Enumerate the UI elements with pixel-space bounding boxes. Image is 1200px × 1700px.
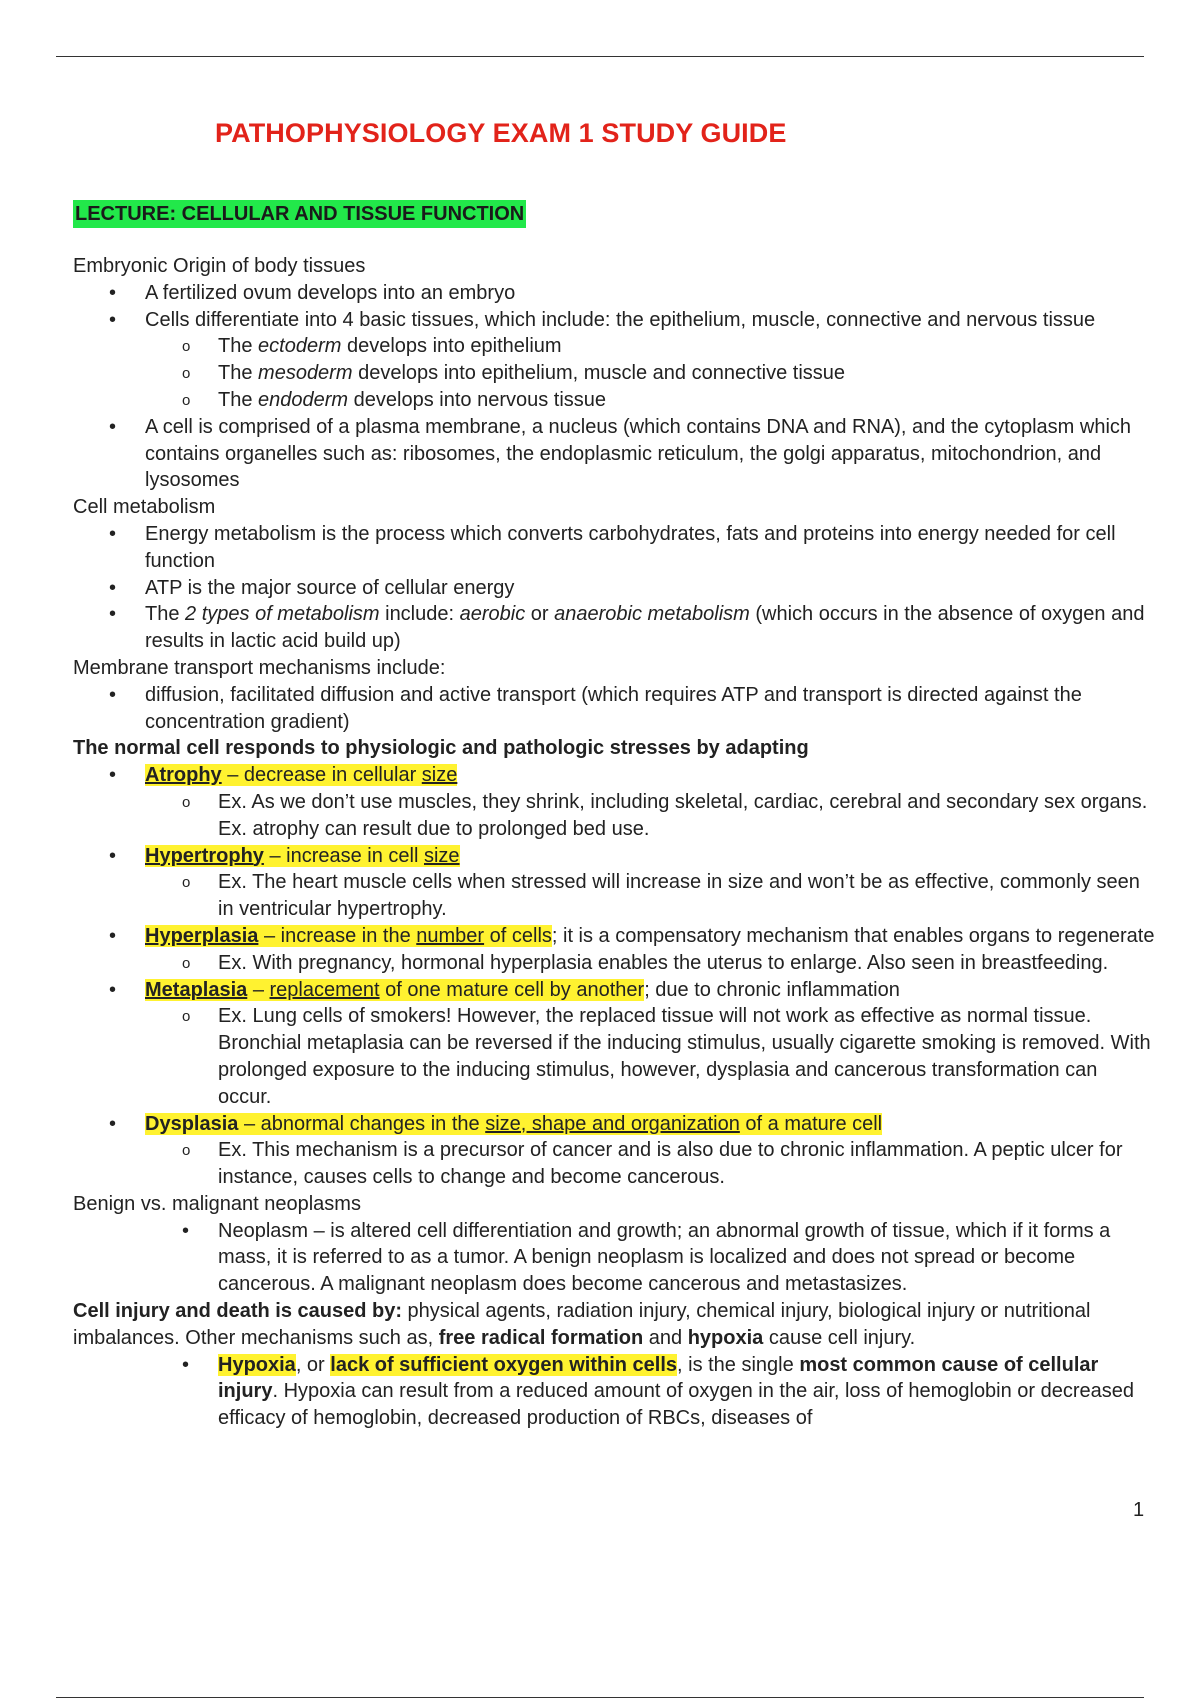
circle-bullet-icon: o bbox=[182, 793, 191, 811]
list-item-atrophy: • Atrophy – decrease in cellular size bbox=[73, 762, 1155, 789]
term-ectoderm: ectoderm bbox=[258, 335, 342, 358]
bullet-icon: • bbox=[109, 978, 117, 1001]
bullet-icon: • bbox=[109, 603, 117, 626]
bullet-icon: • bbox=[109, 576, 117, 599]
circle-bullet-icon: o bbox=[182, 338, 191, 356]
sub-list-item: o Ex. Lung cells of smokers! However, the replaced tissue will not work as effective as normal tissue. Bronchial metaplasia can be reversed if the inducing stimulus, usually cigarette smoking is removed. With prolonged exposure to the inducing stimulus, however, dysplasia and cancerous transformation can occur. bbox=[182, 1005, 1151, 1108]
list-item-text: A cell is comprised of a plasma membrane, a nucleus (which contains DNA and RNA), and the cytoplasm which contains organelles such as: ribosomes, the endoplasmic reticulum, the golgi apparatus, mitochondrion, and lysosomes bbox=[145, 415, 1132, 492]
list-item bbox=[73, 575, 1155, 602]
bullet-icon: • bbox=[109, 764, 117, 787]
sub-list-item: o Ex. With pregnancy, hormonal hyperplasia enables the uterus to enlarge. Also seen in breastfeeding. bbox=[73, 950, 1155, 977]
term-hyperplasia: Hyperplasia bbox=[145, 924, 259, 947]
sub-list-item: o Ex. This mechanism is a precursor of cancer and is also due to chronic inflammation. A peptic ulcer for instance, causes cells to change and become cancerous. bbox=[182, 1139, 1123, 1189]
circle-bullet-icon: o bbox=[182, 391, 191, 409]
neoplasm-heading: Benign vs. malignant neoplasms bbox=[73, 1192, 361, 1215]
transport-heading: Membrane transport mechanisms include: bbox=[73, 656, 446, 679]
list-item-hyperplasia: • Hyperplasia – increase in the number of cells; it is a compensatory mechanism that enables organs to regenerate bbox=[73, 923, 1155, 950]
bullet-icon: • bbox=[182, 1353, 190, 1376]
bullet-icon: • bbox=[109, 844, 117, 867]
sub-list-item: o The ectoderm develops into epithelium bbox=[73, 333, 1155, 360]
circle-bullet-icon: o bbox=[182, 1142, 191, 1160]
embryonic-heading: Embryonic Origin of body tissues bbox=[73, 255, 366, 277]
list-item-text: ATP is the major source of cellular energy bbox=[145, 576, 515, 599]
bullet-icon: • bbox=[109, 308, 117, 331]
document-body bbox=[73, 253, 1155, 1432]
bullet-icon: • bbox=[109, 1112, 117, 1135]
list-item bbox=[73, 280, 1155, 307]
list-item-hypertrophy: • Hypertrophy – increase in cell size bbox=[73, 843, 1155, 870]
term-atrophy: Atrophy bbox=[145, 764, 222, 787]
list-item-hypoxia: • Hypoxia, or lack of sufficient oxygen within cells, is the single most common cause of cellular injury. Hypoxia can result from a reduced amount of oxygen in the air, loss of hemoglobin or decreased efficacy of hemoglobin, decreased production of RBCs, diseases of bbox=[182, 1353, 1135, 1430]
metabolism-heading: Cell metabolism bbox=[73, 496, 216, 519]
term-endoderm: endoderm bbox=[258, 388, 349, 411]
list-item: • The 2 types of metabolism include: aerobic or anaerobic metabolism (which occurs in the absence of oxygen and results in lactic acid build up) bbox=[109, 603, 1145, 653]
lecture-heading: LECTURE: CELLULAR AND TISSUE FUNCTION bbox=[73, 200, 526, 228]
list-item-text: Energy metabolism is the process which converts carbohydrates, fats and proteins into energy needed for cell function bbox=[145, 522, 1116, 572]
sub-list-item: o Ex. The heart muscle cells when stressed will increase in size and won’t be as effective, commonly seen in ventricular hypertrophy. bbox=[182, 871, 1140, 921]
page-title: PATHOPHYSIOLOGY EXAM 1 STUDY GUIDE bbox=[215, 118, 787, 148]
list-item-text: Cells differentiate into 4 basic tissues, which include: the epithelium, muscle, connective and nervous tissue bbox=[145, 308, 1096, 331]
sub-list-item: o The endoderm develops into nervous tissue bbox=[73, 387, 1155, 414]
list-item-text: diffusion, facilitated diffusion and active transport (which requires ATP and transport is directed against the concentration gradient) bbox=[145, 683, 1082, 733]
term-hypertrophy: Hypertrophy bbox=[145, 844, 264, 867]
bottom-rule bbox=[56, 1697, 1144, 1698]
circle-bullet-icon: o bbox=[182, 1008, 191, 1026]
list-item-dysplasia: • Dysplasia – abnormal changes in the size, shape and organization of a mature cell bbox=[73, 1111, 1155, 1138]
term-mesoderm: mesoderm bbox=[258, 362, 353, 385]
bullet-icon: • bbox=[109, 281, 117, 304]
circle-bullet-icon: o bbox=[182, 874, 191, 892]
page-number: 1 bbox=[1133, 1499, 1145, 1521]
term-hypoxia: Hypoxia bbox=[218, 1353, 296, 1376]
adaptation-heading: The normal cell responds to physiologic and pathologic stresses by adapting bbox=[73, 737, 809, 760]
bullet-icon: • bbox=[109, 415, 117, 438]
injury-paragraph: Cell injury and death is caused by: physical agents, radiation injury, chemical injury, biological injury or nutritional imbalances. Other mechanisms such as, free radical formation and hypoxia cause cell injury. bbox=[73, 1300, 1091, 1349]
list-item-text: Neoplasm – is altered cell differentiation and growth; an abnormal growth of tissue, which if it forms a mass, it is referred to as a tumor. A benign neoplasm is localized and does not spread or become cancerous. A malignant neoplasm does become cancerous and metastasizes. bbox=[218, 1219, 1111, 1296]
bullet-icon: • bbox=[109, 924, 117, 947]
term-metaplasia: Metaplasia bbox=[145, 978, 248, 1001]
list-item-metaplasia: • Metaplasia – replacement of one mature cell by another; due to chronic inflammation bbox=[73, 977, 1155, 1004]
list-item-text: A fertilized ovum develops into an embryo bbox=[145, 281, 516, 304]
bullet-icon: • bbox=[109, 683, 117, 706]
circle-bullet-icon: o bbox=[182, 365, 191, 383]
list-item bbox=[73, 682, 1155, 736]
bullet-icon: • bbox=[109, 522, 117, 545]
bullet-icon: • bbox=[182, 1219, 190, 1242]
top-rule bbox=[56, 56, 1144, 57]
list-item bbox=[73, 307, 1155, 334]
list-item bbox=[73, 414, 1155, 494]
list-item bbox=[73, 1218, 1155, 1298]
list-item bbox=[73, 521, 1155, 575]
circle-bullet-icon: o bbox=[182, 954, 191, 972]
sub-list-item: o The mesoderm develops into epithelium, muscle and connective tissue bbox=[73, 360, 1155, 387]
sub-list-item: o Ex. As we don’t use muscles, they shrink, including skeletal, cardiac, cerebral and secondary sex organs. Ex. atrophy can result due to prolonged bed use. bbox=[182, 790, 1148, 840]
term-dysplasia: Dysplasia bbox=[145, 1112, 239, 1135]
